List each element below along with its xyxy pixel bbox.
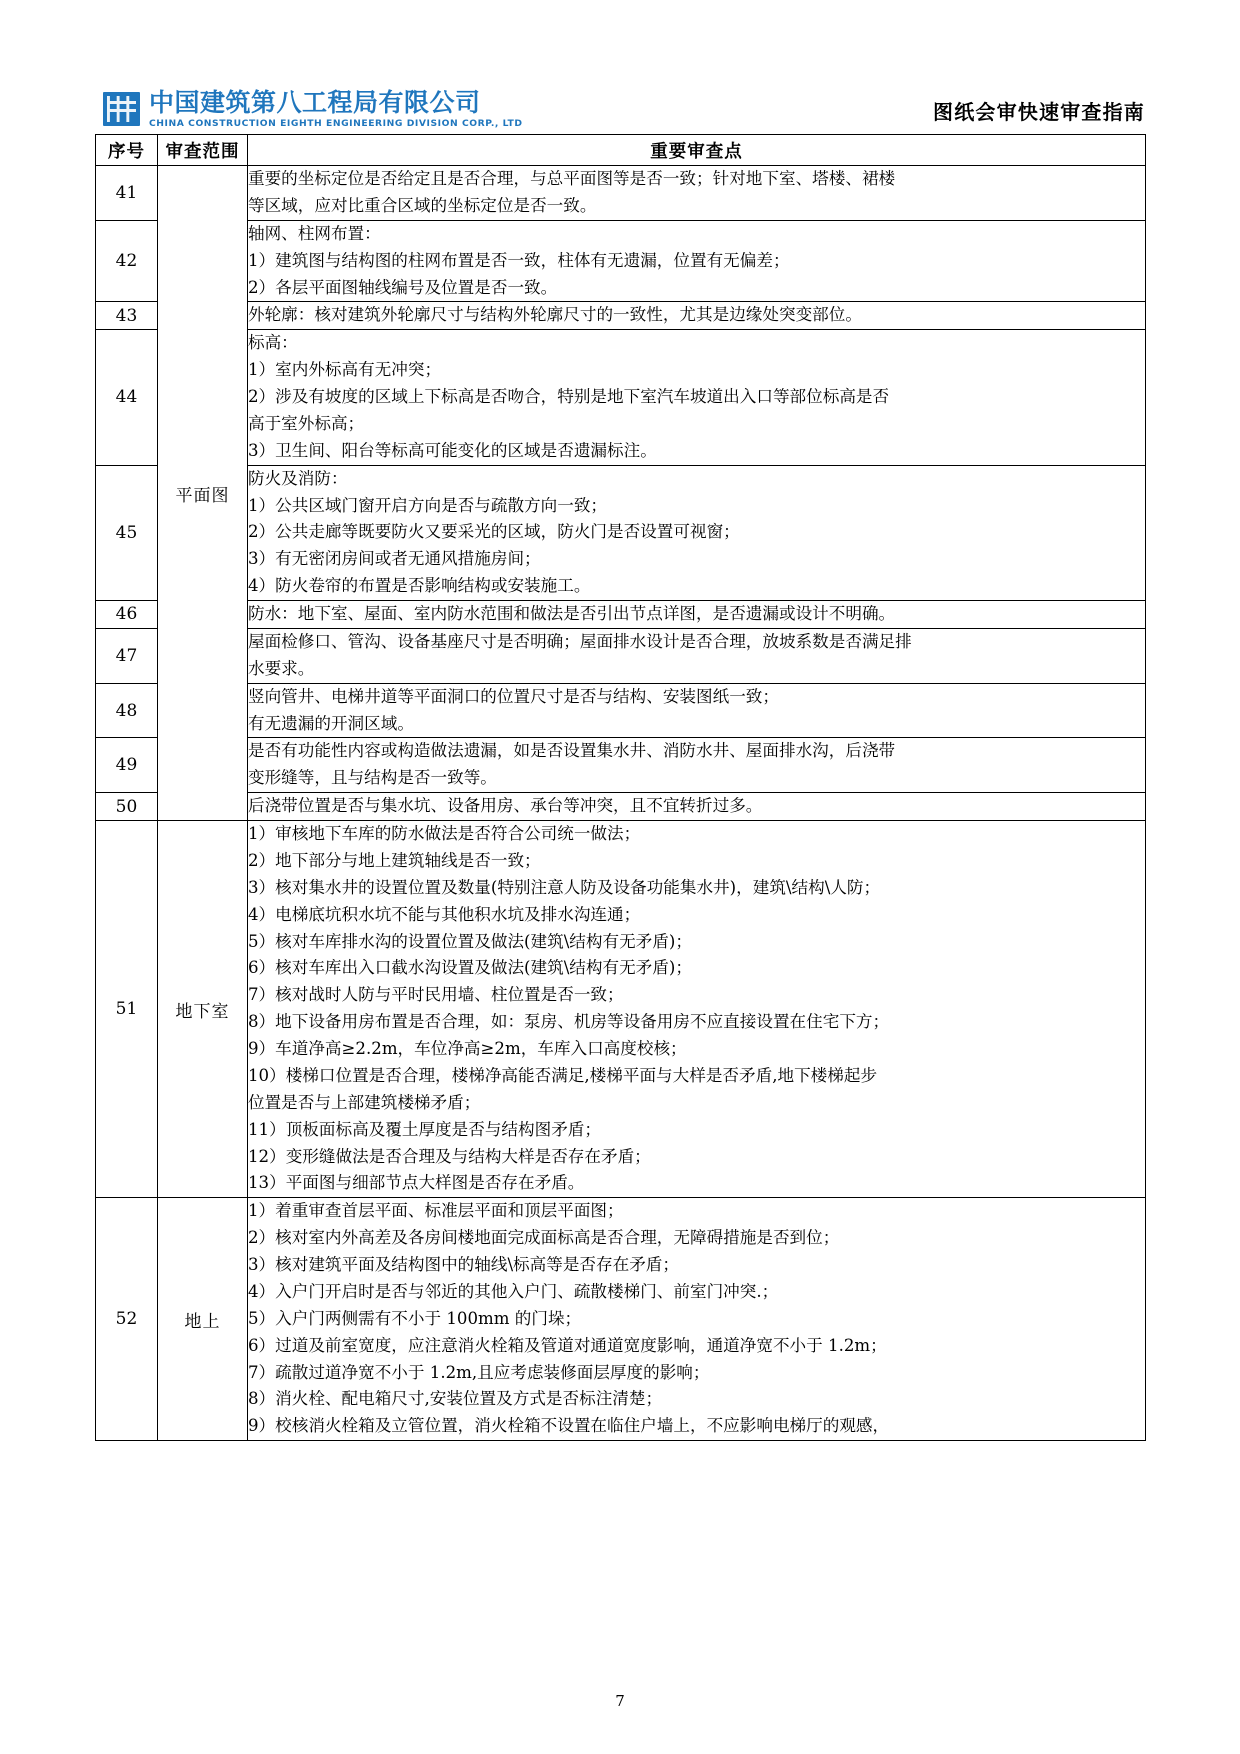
review-point-line: 重要的坐标定位是否给定且是否合理，与总平面图等是否一致；针对地下室、塔楼、裙楼 bbox=[248, 169, 896, 188]
review-point-line: 标高： bbox=[248, 333, 298, 353]
table-row bbox=[96, 1198, 1146, 1441]
review-point-line: 7）疏散过道净宽不小于 1.2m,且应考虑装修面层厚度的影响； bbox=[248, 1362, 710, 1382]
review-point-line: 8）地下设备用房布置是否合理，如：泵房、机房等设备用房不应直接设置在住宅下方； bbox=[248, 1012, 890, 1032]
review-point-line: 1）着重审查首层平面、标准层平面和顶层平面图； bbox=[248, 1201, 624, 1221]
review-point-line: 4）入户门开启时是否与邻近的其他入户门、疏散楼梯门、前室门冲突.； bbox=[248, 1281, 779, 1301]
review-point-line: 5）入户门两侧需有不小于 100mm 的门垛； bbox=[248, 1308, 582, 1328]
review-point-cell bbox=[248, 821, 1146, 1198]
document-header bbox=[95, 62, 1145, 128]
review-point-line: 10）楼梯口位置是否合理，楼梯净高能否满足,楼梯平面与大样是否矛盾,地下楼梯起步 bbox=[248, 1065, 878, 1085]
table-row bbox=[96, 793, 1146, 821]
review-point-line: 1）室内外标高有无冲突； bbox=[248, 360, 442, 380]
review-point-line: 7）核对战时人防与平时民用墙、柱位置是否一致； bbox=[248, 985, 624, 1005]
review-point-line: 4）电梯底坑积水坑不能与其他积水坑及排水沟连通； bbox=[248, 904, 641, 924]
column-header-point: 重要审查点 bbox=[248, 135, 1146, 166]
row-number-cell: 42 bbox=[96, 220, 158, 302]
review-point-line: 13）平面图与细部节点大样图是否存在矛盾。 bbox=[248, 1173, 585, 1193]
column-header-no: 序号 bbox=[96, 135, 158, 166]
row-number-cell: 41 bbox=[96, 166, 158, 221]
company-logo-icon bbox=[103, 92, 140, 126]
review-point-cell bbox=[248, 220, 1146, 302]
table-row bbox=[96, 166, 1146, 221]
row-number-cell: 45 bbox=[96, 465, 158, 600]
review-point-line: 位置是否与上部建筑楼梯矛盾； bbox=[248, 1092, 481, 1112]
column-header-scope: 审查范围 bbox=[158, 135, 248, 166]
review-scope-cell: 地下室 bbox=[158, 821, 248, 1198]
review-point-cell bbox=[248, 302, 1146, 330]
row-number-cell: 44 bbox=[96, 330, 158, 465]
review-point-cell bbox=[248, 738, 1146, 793]
review-point-line: 2）地下部分与地上建筑轴线是否一致； bbox=[248, 850, 541, 870]
review-point-line: 12）变形缝做法是否合理及与结构大样是否存在矛盾； bbox=[248, 1146, 651, 1166]
row-number-cell: 46 bbox=[96, 601, 158, 629]
review-point-line: 11）顶板面标高及覆土厚度是否与结构图矛盾； bbox=[248, 1119, 601, 1139]
page-number: 7 bbox=[615, 1692, 625, 1710]
table-row bbox=[96, 821, 1146, 1198]
review-point-line: 2）各层平面图轴线编号及位置是否一致。 bbox=[248, 277, 558, 297]
table-row bbox=[96, 683, 1146, 738]
review-guide-table bbox=[95, 134, 1146, 1441]
review-point-cell bbox=[248, 465, 1146, 600]
review-point-line: 防水：地下室、屋面、室内防水范围和做法是否引出节点详图，是否遗漏或设计不明确。 bbox=[248, 604, 896, 623]
review-point-line: 2）公共走廊等既要防火又要采光的区域，防火门是否设置可视窗； bbox=[248, 522, 740, 542]
company-name-cn: 中国建筑第八工程局有限公司 bbox=[149, 87, 481, 117]
review-point-line: 3）核对集水井的设置位置及数量(特别注意人防及设备功能集水井)，建筑\结构\人防； bbox=[248, 877, 881, 897]
review-point-cell bbox=[248, 683, 1146, 738]
table-header-row bbox=[96, 135, 1146, 166]
row-number-cell: 47 bbox=[96, 628, 158, 683]
brand-text-block bbox=[149, 87, 523, 129]
review-point-line: 3）有无密闭房间或者无通风措施房间； bbox=[248, 549, 541, 569]
review-scope-cell: 平面图 bbox=[158, 166, 248, 821]
review-point-line: 1）建筑图与结构图的柱网布置是否一致，柱体有无遗漏，位置有无偏差； bbox=[248, 250, 790, 270]
review-point-line: 9）车道净高≥2.2m，车位净高≥2m，车库入口高度校核； bbox=[248, 1039, 687, 1058]
review-point-line: 水要求。 bbox=[248, 658, 315, 678]
row-number-cell: 52 bbox=[96, 1198, 158, 1441]
row-number-cell: 43 bbox=[96, 302, 158, 330]
review-point-line: 屋面检修口、管沟、设备基座尺寸是否明确；屋面排水设计是否合理，放坡系数是否满足排 bbox=[248, 631, 912, 651]
review-point-line: 9）校核消火栓箱及立管位置，消火栓箱不设置在临住户墙上，不应影响电梯厅的观感， bbox=[248, 1416, 890, 1436]
review-point-line: 1）审核地下车库的防水做法是否符合公司统一做法； bbox=[248, 824, 641, 843]
row-number-cell: 51 bbox=[96, 821, 158, 1198]
review-point-line: 1）公共区域门窗开启方向是否与疏散方向一致； bbox=[248, 495, 608, 515]
review-point-cell bbox=[248, 330, 1146, 465]
table-row bbox=[96, 465, 1146, 600]
review-point-cell bbox=[248, 166, 1146, 221]
review-point-line: 轴网、柱网布置： bbox=[248, 223, 381, 243]
review-point-line: 6）过道及前室宽度，应注意消火栓箱及管道对通道宽度影响，通道净宽不小于 1.2m； bbox=[248, 1335, 887, 1355]
table-row bbox=[96, 738, 1146, 793]
review-point-cell bbox=[248, 628, 1146, 683]
review-point-line: 8）消火栓、配电箱尺寸,安装位置及方式是否标注清楚； bbox=[248, 1389, 663, 1409]
review-point-line: 后浇带位置是否与集水坑、设备用房、承台等冲突，且不宜转折过多。 bbox=[248, 796, 763, 816]
review-point-line: 外轮廓：核对建筑外轮廓尺寸与结构外轮廓尺寸的一致性，尤其是边缘处突变部位。 bbox=[248, 305, 862, 325]
review-point-cell bbox=[248, 1198, 1146, 1441]
row-number-cell: 50 bbox=[96, 793, 158, 821]
table-row bbox=[96, 302, 1146, 330]
review-point-line: 5）核对车库排水沟的设置位置及做法(建筑\结构有无矛盾)； bbox=[248, 931, 692, 951]
review-point-line: 6）核对车库出入口截水沟设置及做法(建筑\结构有无矛盾)； bbox=[248, 958, 692, 978]
table-row bbox=[96, 330, 1146, 465]
review-point-line: 高于室外标高； bbox=[248, 413, 365, 433]
review-point-line: 是否有功能性内容或构造做法遗漏，如是否设置集水井、消防水井、屋面排水沟，后浇带 bbox=[248, 741, 896, 761]
review-point-line: 竖向管井、电梯井道等平面洞口的位置尺寸是否与结构、安装图纸一致； bbox=[248, 686, 779, 706]
table-header bbox=[96, 135, 1146, 166]
table-row bbox=[96, 628, 1146, 683]
review-point-line: 等区域，应对比重合区域的坐标定位是否一致。 bbox=[248, 195, 597, 215]
review-point-line: 4）防火卷帘的布置是否影响结构或安装施工。 bbox=[248, 576, 591, 596]
review-point-line: 3）卫生间、阳台等标高可能变化的区域是否遗漏标注。 bbox=[248, 440, 657, 460]
review-point-line: 变形缝等，且与结构是否一致等。 bbox=[248, 768, 497, 788]
table-body bbox=[96, 166, 1146, 1441]
document-title: 图纸会审快速审查指南 bbox=[933, 100, 1145, 124]
table-row bbox=[96, 601, 1146, 629]
review-scope-cell: 地上 bbox=[158, 1198, 248, 1441]
review-point-line: 3）核对建筑平面及结构图中的轴线\标高等是否存在矛盾； bbox=[248, 1255, 679, 1274]
table-row bbox=[96, 220, 1146, 302]
company-name-en: CHINA CONSTRUCTION EIGHTH ENGINEERING DIVISION CORP., LTD bbox=[149, 117, 523, 129]
review-point-line: 2）核对室内外高差及各房间楼地面完成面标高是否合理，无障碍措施是否到位； bbox=[248, 1228, 840, 1248]
row-number-cell: 48 bbox=[96, 683, 158, 738]
review-point-line: 有无遗漏的开洞区域。 bbox=[248, 713, 414, 733]
company-branding bbox=[95, 87, 523, 129]
review-point-cell bbox=[248, 793, 1146, 821]
review-point-cell bbox=[248, 601, 1146, 629]
review-point-line: 防火及消防： bbox=[248, 468, 348, 488]
row-number-cell: 49 bbox=[96, 738, 158, 793]
review-point-line: 2）涉及有坡度的区域上下标高是否吻合，特别是地下室汽车坡道出入口等部位标高是否 bbox=[248, 387, 890, 406]
